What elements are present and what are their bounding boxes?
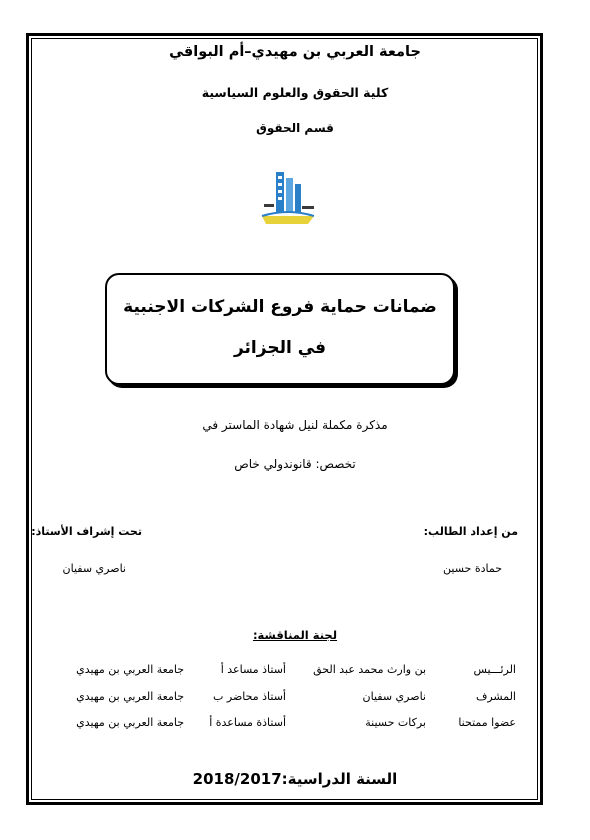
degree-statement: مذكرة مكملة لنيل شهادة الماستر في	[202, 418, 388, 432]
member-name: ناصري سفيان	[362, 690, 426, 703]
member-institution: جامعة العربي بن مهيدي	[76, 716, 184, 729]
member-role: عضوا ممتحنا	[458, 716, 516, 729]
member-institution: جامعة العربي بن مهيدي	[76, 663, 184, 676]
committee-title: لجنة المناقشة:	[252, 628, 338, 642]
supervisor-name: ناصري سفيان	[62, 562, 126, 575]
student-name: حمادة حسين	[443, 562, 502, 575]
department-name: قسم الحقوق	[256, 121, 334, 135]
member-rank: أستاذ مساعد أ	[220, 663, 286, 676]
member-role: المشرف	[475, 690, 516, 703]
thesis-title-line2: في الجزائر	[233, 338, 327, 358]
member-institution: جامعة العربي بن مهيدي	[76, 690, 184, 703]
prepared-by-label: من إعداد الطالب:	[423, 525, 518, 538]
member-role: الرئـــيس	[473, 663, 516, 676]
university-logo-icon	[256, 166, 320, 230]
specialty: تخصص: قانوندولي خاص	[234, 457, 356, 471]
thesis-title-box	[105, 273, 455, 385]
academic-year: السنة الدراسية:2018/2017	[192, 770, 398, 788]
member-rank: أستاذة مساعدة أ	[209, 716, 286, 729]
faculty-name: كلية الحقوق والعلوم السياسية	[201, 85, 389, 100]
university-name: جامعة العربي بن مهيدي–أم البواقي	[169, 44, 421, 60]
member-name: بن وارث محمد عبد الحق	[313, 663, 426, 676]
supervised-by-label: تحت إشراف الأستاذ:	[31, 525, 142, 538]
member-name: بركات حسينة	[365, 716, 426, 729]
member-rank: أستاذ محاضر ب	[213, 690, 286, 703]
thesis-title-line1: ضمانات حماية فروع الشركات الاجنبية	[123, 297, 437, 317]
